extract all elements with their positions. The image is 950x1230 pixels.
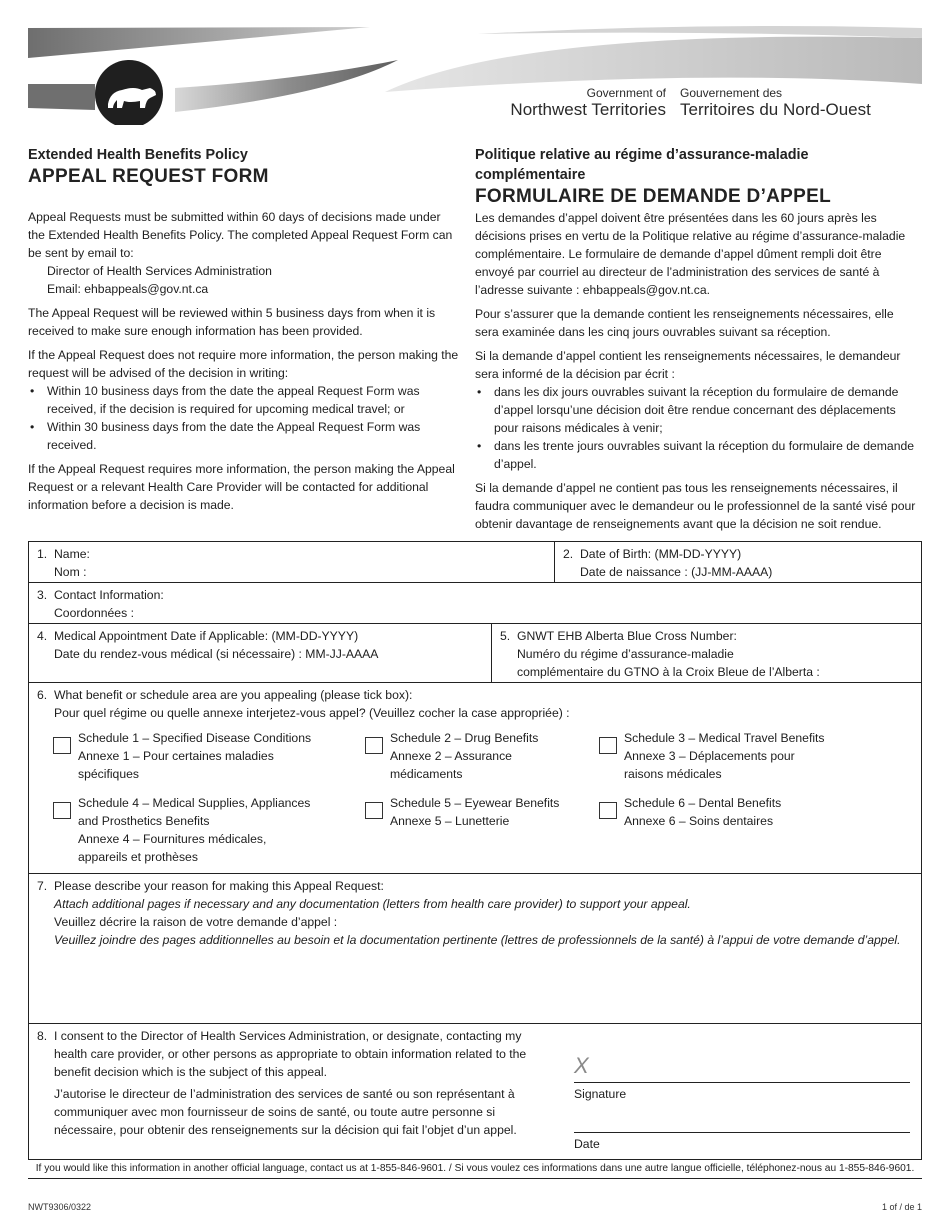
schedule-5-label xyxy=(390,794,590,830)
date-of-birth-field[interactable] xyxy=(554,542,921,582)
date-line[interactable] xyxy=(574,1132,910,1133)
appointment-date-field[interactable] xyxy=(29,624,491,682)
policy-name-en: Extended Health Benefits Policy xyxy=(28,147,248,163)
schedule-4-line-2: and Prosthetics Benefits xyxy=(78,814,210,828)
government-fr xyxy=(680,86,900,120)
official-language-note: If you would like this information in another official language, contact us at 1-855-846-9601. / Si vous voulez ces informations dans une autre langue officielle, téléphonez-nous au 1-855-846-9601. xyxy=(35,1163,915,1174)
schedule-5-line-2: Annexe 5 – Lunetterie xyxy=(390,814,510,828)
dob-label-fr: Date de naissance : (JJ-MM-AAAA) xyxy=(580,565,773,579)
schedule-1-checkbox[interactable] xyxy=(53,737,71,754)
schedule-2-line-1: Schedule 2 – Drug Benefits xyxy=(390,731,539,745)
appointment-label-en: Medical Appointment Date if Applicable: (MM-DD-YYYY) xyxy=(54,629,359,643)
schedule-1-line-2: Annexe 1 – Pour certaines maladies xyxy=(78,749,274,763)
consent-en: I consent to the Director of Health Services Administration, or designate, contacting my health care provider, or other persons as appropriate to obtain information related to the benefit decision which is the subject of this appeal. xyxy=(54,1029,527,1079)
signature-x-mark: X xyxy=(574,1053,589,1078)
schedule-6-checkbox[interactable] xyxy=(599,802,617,819)
swoosh-left-lower xyxy=(28,84,95,110)
bullet-en-1: • Within 10 business days from the date the appeal Request Form was received, if the decision is required for upcoming medical travel; or xyxy=(28,382,460,418)
reason-field[interactable] xyxy=(29,874,921,1023)
field-3-number: 3. xyxy=(37,588,48,602)
form-title-fr: FORMULAIRE DE DEMANDE D’APPEL xyxy=(475,186,831,207)
appointment-label-fr: Date du rendez-vous médical (si nécessaire) : MM-JJ-AAAA xyxy=(54,647,379,661)
schedule-5-checkbox[interactable] xyxy=(365,802,383,819)
form-row-3 xyxy=(29,624,921,683)
form-number: NWT9306/0322 xyxy=(28,1202,92,1212)
gov-en-small: Government of xyxy=(586,86,666,100)
french-column xyxy=(475,145,920,533)
name-field[interactable] xyxy=(29,542,554,582)
schedule-6-line-1: Schedule 6 – Dental Benefits xyxy=(624,796,782,810)
schedule-1-line-3: spécifiques xyxy=(78,767,139,781)
polar-bear-logo xyxy=(95,60,163,125)
reason-instruction-fr: Veuillez joindre des pages additionnelles au besoin et la documentation pertinente (lettres de professionnels de la santé) à l’appui de votre demande d’appel. xyxy=(54,933,901,947)
schedule-2-label xyxy=(390,729,590,783)
schedule-2-line-3: médicaments xyxy=(390,767,463,781)
government-en xyxy=(480,86,666,120)
bullet-list-en xyxy=(28,382,460,454)
gov-fr-big: Territoires du Nord-Ouest xyxy=(680,100,871,119)
reason-label-en: Please describe your reason for making this Appeal Request: xyxy=(54,879,384,893)
schedule-2-checkbox[interactable] xyxy=(365,737,383,754)
signature-line[interactable] xyxy=(574,1082,910,1083)
contact-name-en: Director of Health Services Administration xyxy=(47,264,272,278)
swoosh-right-top xyxy=(478,26,922,38)
schedule-3-line-3: raisons médicales xyxy=(624,767,722,781)
schedule-6-label xyxy=(624,794,914,830)
review-fr: Pour s’assurer que la demande contient les renseignements nécessaires, elle sera examinée dans les cinq jours ouvrables suivant sa réception. xyxy=(475,307,894,339)
blue-cross-number-field[interactable] xyxy=(491,624,921,682)
swoosh-top-left xyxy=(28,27,370,58)
schedule-6-line-2: Annexe 6 – Soins dentaires xyxy=(624,814,774,828)
appeal-form-table xyxy=(28,541,922,1160)
bullet-en-2: • Within 30 business days from the date the Appeal Request Form was received. xyxy=(28,418,460,454)
page-number: 1 of / de 1 xyxy=(881,1202,922,1212)
form-row-4-schedules xyxy=(29,683,921,874)
reason-instruction-en: Attach additional pages if necessary and any documentation (letters from health care provider) to support your appeal. xyxy=(54,897,691,911)
schedule-1-line-1: Schedule 1 – Specified Disease Conditions xyxy=(78,731,312,745)
schedule-1-label xyxy=(78,729,348,783)
swoosh-middle xyxy=(175,60,398,112)
schedule-5-line-1: Schedule 5 – Eyewear Benefits xyxy=(390,796,560,810)
field-2-number: 2. xyxy=(563,547,574,561)
schedule-4-label xyxy=(78,794,358,866)
field-4-number: 4. xyxy=(37,629,48,643)
contact-label-fr: Coordonnées : xyxy=(54,606,134,620)
schedule-4-checkbox[interactable] xyxy=(53,802,71,819)
schedule-4-line-1: Schedule 4 – Medical Supplies, Appliances xyxy=(78,796,311,810)
form-row-2 xyxy=(29,583,921,624)
field-7-number: 7. xyxy=(37,879,48,893)
policy-name-fr: Politique relative au régime d’assurance-maladie complémentaire xyxy=(475,147,809,183)
gov-en-big: Northwest Territories xyxy=(510,100,666,119)
field-1-number: 1. xyxy=(37,547,48,561)
signature-label: Signature xyxy=(574,1087,627,1101)
form-row-6-consent xyxy=(29,1024,921,1158)
intro-en: Appeal Requests must be submitted within 60 days of decisions made under the Extended Health Benefits Policy. The completed Appeal Request Form can be sent by email to: xyxy=(28,210,453,260)
schedule-3-line-2: Annexe 3 – Déplacements pour xyxy=(624,749,795,763)
no-more-info-en: If the Appeal Request does not require more information, the person making the request will be advised of the decision in writing: xyxy=(28,348,459,380)
intro-fr: Les demandes d’appel doivent être présentées dans les 60 jours après les décisions prises en vertu de la Politique relative au régime d’assurance-maladie complémentaire. Le formulaire de demande d’appel dûment rempli doit être envoyé par courriel au directeur de l’administration des services de santé à l’adresse suivante : ehbappeals@gov.nt.ca. xyxy=(475,211,906,297)
schedule-3-line-1: Schedule 3 – Medical Travel Benefits xyxy=(624,731,825,745)
review-en: The Appeal Request will be reviewed within 5 business days from when it is received to make sure enough information has been provided. xyxy=(28,306,436,338)
field-6-number: 6. xyxy=(37,688,48,702)
footer-divider xyxy=(28,1178,922,1179)
bullet-fr-1: • dans les dix jours ouvrables suivant la réception du formulaire de demande d’appel lorsqu’une décision doit être rendue concernant des déplacements pour raisons médicales à venir; xyxy=(475,383,920,437)
reason-label-fr: Veuillez décrire la raison de votre demande d’appel : xyxy=(54,915,338,929)
schedule-3-checkbox[interactable] xyxy=(599,737,617,754)
consent-text xyxy=(29,1024,559,1158)
name-label-fr: Nom : xyxy=(54,565,87,579)
contact-email-en: Email: ehbappeals@gov.nt.ca xyxy=(47,282,209,296)
bullet-fr-2: • dans les trente jours ouvrables suivant la réception du formulaire de demande d’appel. xyxy=(475,437,920,473)
english-column xyxy=(28,145,460,514)
name-label-en: Name: xyxy=(54,547,90,561)
schedule-question-en: What benefit or schedule area are you appealing (please tick box): xyxy=(54,688,413,702)
form-row-1 xyxy=(29,542,921,583)
form-row-5-reason xyxy=(29,874,921,1024)
blue-cross-label-fr-2: complémentaire du GTNO à la Croix Bleue de l’Alberta : xyxy=(517,665,820,679)
contact-label-en: Contact Information: xyxy=(54,588,164,602)
date-label: Date xyxy=(574,1137,600,1151)
schedule-question-fr: Pour quel régime ou quelle annexe interjetez-vous appel? (Veuillez cocher la case appropriée) : xyxy=(54,706,570,720)
field-5-number: 5. xyxy=(500,629,511,643)
contact-information-field[interactable] xyxy=(29,583,921,623)
schedule-2-line-2: Annexe 2 – Assurance xyxy=(390,749,512,763)
bullet-list-fr xyxy=(475,383,920,473)
schedule-3-label xyxy=(624,729,914,783)
blue-cross-label-en: GNWT EHB Alberta Blue Cross Number: xyxy=(517,629,737,643)
form-title-en: APPEAL REQUEST FORM xyxy=(28,166,269,187)
more-info-en: If the Appeal Request requires more information, the person making the Appeal Request or a relevant Health Care Provider will be contacted for additional information before a decision is made. xyxy=(28,462,455,512)
dob-label-en: Date of Birth: (MM-DD-YYYY) xyxy=(580,547,742,561)
schedule-4-line-4: appareils et prothèses xyxy=(78,850,198,864)
swoosh-right-large xyxy=(385,37,922,92)
consent-fr: J’autorise le directeur de l’administration des services de santé ou son représentant à communiquer avec mon fournisseur de soins de santé, ou toute autre personne si nécessaire, pour obtenir des renseignements sur la décision qui fait l’objet d’un appel. xyxy=(54,1087,517,1137)
no-more-info-fr: Si la demande d’appel contient les renseignements nécessaires, le demandeur sera informé de la décision par écrit : xyxy=(475,349,901,381)
field-8-number: 8. xyxy=(37,1029,48,1043)
gov-fr-small: Gouvernement des xyxy=(680,86,783,100)
more-info-fr: Si la demande d’appel ne contient pas tous les renseignements nécessaires, il faudra communiquer avec le demandeur ou le professionnel de la santé visé pour obtenir davantage de renseignements avant que la décision ne soit rendue. xyxy=(475,481,916,531)
schedule-4-line-3: Annexe 4 – Fournitures médicales, xyxy=(78,832,267,846)
blue-cross-label-fr-1: Numéro du régime d’assurance-maladie xyxy=(517,647,734,661)
